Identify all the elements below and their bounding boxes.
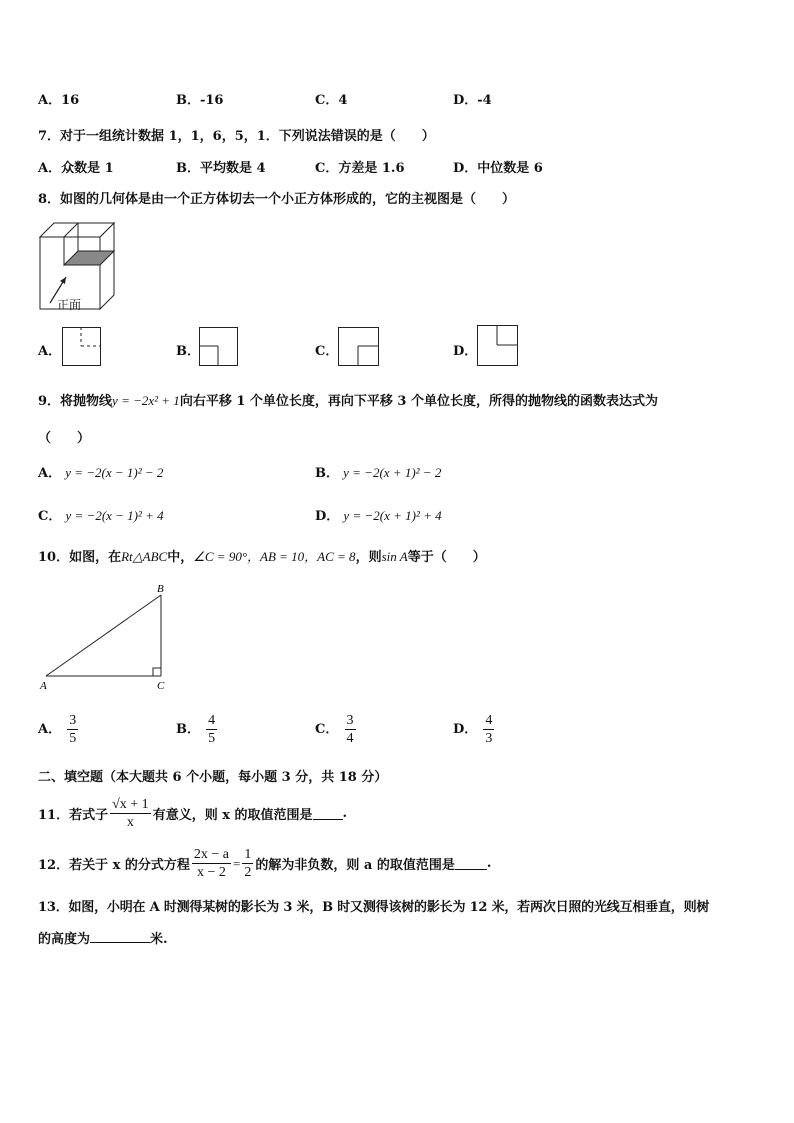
q12-pre: 12．若关于 x 的分式方程 (38, 858, 190, 873)
q10-option-b-den: 5 (208, 731, 216, 746)
q6-option-b: B．-16 (176, 93, 224, 108)
q10-option-d-den: 3 (485, 731, 493, 746)
q13-answer-blank[interactable] (90, 930, 150, 943)
q6-option-d: D．-4 (453, 93, 492, 108)
q12-answer-blank[interactable] (455, 857, 487, 870)
q9-option-d (315, 505, 442, 524)
q11 (38, 796, 347, 831)
q9-stem (38, 390, 658, 409)
q10-vertex-b: B (157, 583, 164, 595)
q10-option-c-frac (345, 712, 356, 747)
q9-option-d-label: D． (315, 509, 340, 524)
q8-option-d-label: D． (453, 344, 478, 359)
q7-option-b: B．平均数是 4 (176, 161, 266, 176)
q10-option-c-num: 3 (346, 713, 354, 728)
q13-line1: 13．如图，小明在 A 时测得某树的影长为 3 米，B 时又测得该树的影长为 12 米，若两次日照的光线互相垂直，则树 (38, 900, 710, 915)
q7-option-a: A．众数是 1 (38, 161, 114, 176)
q12-end: . (486, 856, 492, 871)
q10-option-a-frac (67, 712, 78, 747)
section-2-heading: 二、填空题（本大题共 6 个小题，每小题 3 分，共 18 分） (38, 770, 388, 785)
q10-ac: ，AC = 8 (304, 549, 356, 564)
q10-option-a (38, 712, 80, 747)
q8-front-label: 正面 (57, 298, 82, 312)
q12-frac-left (192, 846, 231, 881)
q13-line2-pre: 的高度为 (38, 932, 91, 947)
q9-option-c-label: C． (38, 509, 62, 524)
q11-pre: 11．若式子 (38, 808, 109, 823)
q6-option-c: C．4 (315, 93, 348, 108)
q11-den: x (126, 815, 134, 830)
q10-option-b (176, 712, 219, 747)
q11-end: . (342, 806, 348, 821)
q10-ab: ，AB = 10 (247, 549, 305, 564)
q10-option-d-num: 4 (485, 713, 493, 728)
q12-den-left: x − 2 (197, 865, 226, 880)
q9-option-b-label: B． (315, 466, 339, 481)
q10-option-b-num: 4 (208, 713, 216, 728)
q8-option-c-view (338, 327, 380, 367)
q10-stem-post: 等于（ ） (407, 550, 486, 565)
q10-stem (38, 546, 486, 565)
q9-option-c-expr: y = −2(x − 1)² + 4 (65, 508, 164, 523)
q11-num: √x + 1 (112, 797, 149, 812)
q10-triangle: Rt△ABC (121, 549, 168, 564)
q12-num-right: 1 (244, 847, 252, 862)
q9-option-b (315, 462, 441, 481)
q10-vertex-c: C (157, 680, 165, 692)
q6-option-a: A．16 (38, 93, 80, 108)
q10-option-b-label: B． (176, 722, 200, 737)
q8-option-a-view (62, 327, 102, 367)
q8-option-b-label: B． (176, 344, 200, 359)
q8-option-d-view (477, 325, 519, 367)
q8-option-a-label: A． (38, 344, 62, 359)
q10-stem-pre: 10．如图，在 (38, 550, 122, 565)
q11-frac (110, 796, 151, 831)
q8-stem: 8．如图的几何体是由一个正方体切去一个小正方体形成的，它的主视图是（ ） (38, 192, 516, 207)
q7-option-d: D．中位数是 6 (453, 161, 543, 176)
q9-option-c (38, 505, 164, 524)
q10-option-c-den: 4 (346, 731, 354, 746)
q10-option-a-den: 5 (69, 731, 77, 746)
q10-option-a-num: 3 (69, 713, 77, 728)
q13-line2 (38, 928, 168, 947)
q12-post: 的解为非负数，则 a 的取值范围是 (255, 858, 455, 873)
q12-frac-right (242, 846, 253, 881)
q7-option-c: C．方差是 1.6 (315, 161, 405, 176)
q9-option-a-expr: y = −2(x − 1)² − 2 (65, 465, 164, 480)
q10-angle: ∠C = 90° (193, 549, 248, 564)
q10-option-d (453, 712, 496, 747)
q10-option-a-label: A． (38, 722, 62, 737)
q10-sin: sin A (381, 549, 408, 564)
q12-equals: = (233, 855, 241, 871)
q10-option-c (315, 712, 358, 747)
q9-stem-post: 向右平移 1 个单位长度，再向下平移 3 个单位长度，所得的抛物线的函数表达式为 (179, 394, 659, 409)
q13-line2-post: 米. (150, 932, 168, 947)
q7-stem: 7．对于一组统计数据 1，1，6，5，1．下列说法错误的是（ ） (38, 129, 435, 144)
q10-vertex-a: A (40, 680, 47, 692)
q9-option-b-expr: y = −2(x + 1)² − 2 (343, 465, 442, 480)
q9-option-a-label: A． (38, 466, 62, 481)
q12 (38, 846, 491, 881)
q8-option-c-label: C． (315, 344, 339, 359)
q9-stem-pre: 9．将抛物线 (38, 394, 113, 409)
q10-option-d-frac (483, 712, 494, 747)
q10-option-c-label: C． (315, 722, 339, 737)
q10-stem-mid1: 中， (167, 550, 194, 565)
q8-option-b-view (199, 327, 239, 367)
q9-function: y = −2x² + 1 (112, 393, 180, 408)
q9-option-a (38, 462, 163, 481)
q10-option-d-label: D． (453, 722, 478, 737)
q11-answer-blank[interactable] (313, 807, 343, 820)
q12-num-left: 2x − a (193, 847, 230, 862)
q10-triangle-figure (38, 583, 178, 693)
q12-den-right: 2 (244, 865, 252, 880)
q11-post: 有意义，则 x 的取值范围是 (152, 808, 313, 823)
q10-stem-mid2: ，则 (355, 550, 382, 565)
q10-option-b-frac (206, 712, 217, 747)
q9-option-d-expr: y = −2(x + 1)² + 4 (343, 508, 442, 523)
q9-paren: （ ） (38, 431, 91, 446)
